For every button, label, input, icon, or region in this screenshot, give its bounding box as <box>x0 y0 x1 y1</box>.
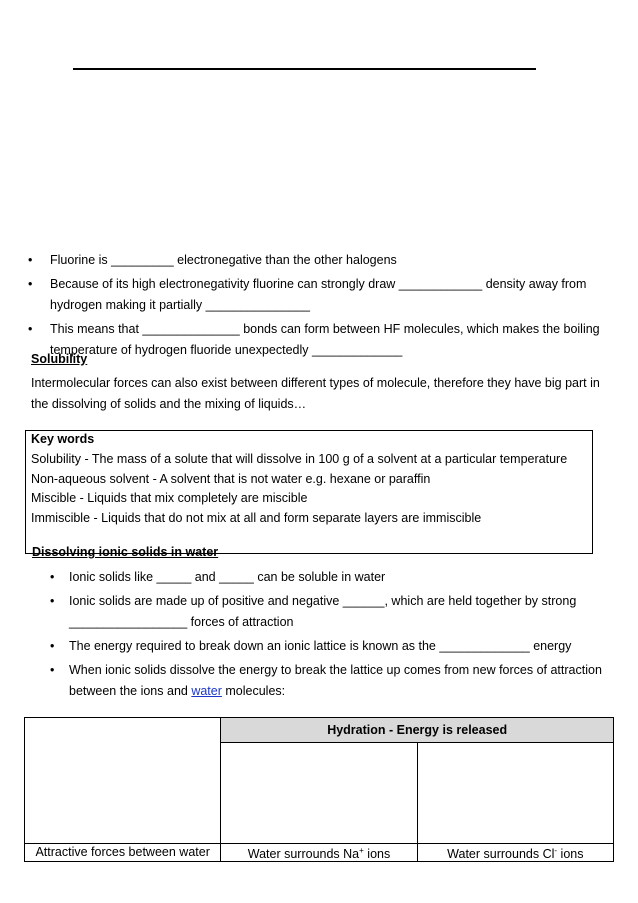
solubility-paragraph: Intermolecular forces can also exist between different types of molecule, therefore they have big part in the dissolving of solids and the mixing of liquids… <box>31 376 600 411</box>
dissolving-heading: Dissolving ionic solids in water <box>32 545 219 559</box>
halogen-bullet-list <box>28 250 608 364</box>
bullet-icon: • <box>50 663 55 677</box>
caption-sodium: Water surrounds Na+ ions <box>221 843 417 861</box>
water-link[interactable]: water <box>191 684 222 698</box>
key-word-immiscible: Immiscible - Liquids that do not mix at all and form separate layers are immiscible <box>31 511 482 526</box>
chloride-image-cell <box>417 743 613 844</box>
bullet-icon: • <box>28 253 33 267</box>
list-item: • This means that ______________ bonds can form between HF molecules, which makes the boiling temperature of hydrogen fluoride unexpectedly _____________ <box>28 319 608 361</box>
hydration-header: Hydration - Energy is released <box>221 718 614 743</box>
key-words-content <box>31 430 621 529</box>
list-item: • Because of its high electronegativity fluorine can strongly draw ____________ density away from hydrogen making it partially _______________ <box>28 274 608 316</box>
caption-chloride: Water surrounds Cl- ions <box>417 843 613 861</box>
list-item: • When ionic solids dissolve the energy to break the lattice up comes from new forces of attraction between the ions and water molecules: <box>50 660 610 702</box>
forces-image-cell <box>25 718 221 844</box>
key-words-title: Key words <box>31 432 95 446</box>
bullet-icon: • <box>50 639 55 653</box>
list-item: • The energy required to break down an ionic lattice is known as the _____________ energy <box>50 636 610 657</box>
dissolving-bullet-list <box>50 567 610 705</box>
list-item: • Ionic solids are made up of positive and negative ______, which are held together by strong _________________ forces of attraction <box>50 591 610 633</box>
bullet-icon: • <box>50 594 55 608</box>
list-item: • Fluorine is _________ electronegative than the other halogens <box>28 250 608 271</box>
bullet-icon: • <box>28 322 33 336</box>
key-word-solubility: Solubility - The mass of a solute that will dissolve in 100 g of a solvent at a particular temperature <box>31 451 568 466</box>
bullet-icon: • <box>50 570 55 584</box>
top-divider-line <box>73 68 536 70</box>
key-word-non-aqueous: Non-aqueous solvent - A solvent that is not water e.g. hexane or paraffin <box>31 471 431 486</box>
caption-attractive-forces: Attractive forces between water <box>25 843 221 861</box>
hydration-table <box>24 717 614 862</box>
list-item: • Ionic solids like _____ and _____ can be soluble in water <box>50 567 610 588</box>
key-word-miscible: Miscible - Liquids that mix completely are miscible <box>31 491 308 506</box>
bullet-icon: • <box>28 277 33 291</box>
sodium-image-cell <box>221 743 417 844</box>
solubility-heading: Solubility <box>31 352 88 366</box>
